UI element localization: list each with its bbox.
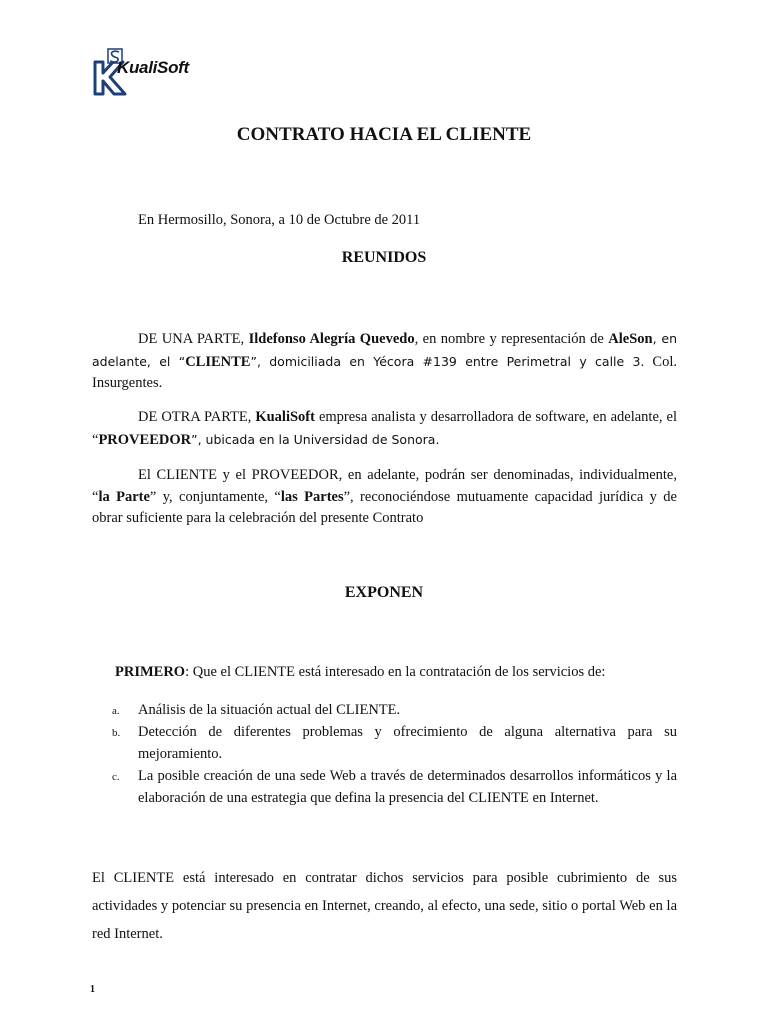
p1-company-name: AleSon [608,331,653,347]
p1-client-label: CLIENTE [185,353,251,370]
logo-text: KualiSoft [117,58,189,77]
p2-text-2: empresa analista y desarrolladora de software, en adelante, el “ [92,409,677,448]
p1-text-5: Col. Insurgentes. [92,353,677,391]
p2-provider-name: KualiSoft [255,409,315,425]
p3-text-3: ”, reconociéndose mutuamente capacidad jurídica y de obrar suficiente para la celebración del presente Contrato [92,488,677,526]
list-marker: b. [112,727,121,739]
kualisoft-logo [92,48,247,96]
p2-provider-label: PROVEEDOR [98,431,192,448]
primero-label: PRIMERO [115,664,186,680]
list-marker: c. [112,771,120,783]
paragraph-parties [92,465,677,530]
p1-text-1: DE UNA PARTE, [138,331,249,347]
p3-las-partes: las Partes [280,488,344,505]
list-marker: a. [112,705,120,717]
p2-text-3: ”, ubicada en la Universidad de Sonora. [191,431,440,447]
p3-la-parte: la Parte [98,488,150,505]
list-item-text: Análisis de la situación actual del CLIENTE. [138,702,401,718]
paragraph-first-party [92,328,677,395]
reunidos-heading: REUNIDOS [341,249,427,266]
primero-line [115,664,605,681]
p2-text-1: DE OTRA PARTE, [138,409,256,425]
p1-text-2: , en nombre y representación de [414,331,609,347]
p3-text-2: ” y, conjuntamente, “ [149,488,281,505]
p3-text-1: El CLIENTE y el PROVEEDOR, en adelante, podrán ser denominadas, individualmente, “ [92,467,677,505]
page-number: 1 [90,984,95,995]
document-title: CONTRATO HACIA EL CLIENTE [236,124,532,145]
list-item-text: La posible creación de una sede Web a través de determinados desarrollos informáticos y la elaboración de una estrategia que defina la presencia del CLIENTE en Internet. [138,768,677,806]
closing-paragraph: El CLIENTE está interesado en contratar dichos servicios para posible cubrimiento de sus actividades y potenciar su presencia en Internet, creando, al efecto, una sede, sitio o portal Web en la red Internet. [92,870,677,942]
p1-client-name: Ildefonso Alegría Quevedo [248,331,415,347]
p1-text-3: , en adelante, el “ [92,331,677,369]
date-line: En Hermosillo, Sonora, a 10 de Octubre de 2011 [138,212,421,228]
primero-text: : Que el CLIENTE está interesado en la contratación de los servicios de: [185,664,606,680]
exponen-heading: EXPONEN [344,584,424,601]
list-item-text: Detección de diferentes problemas y ofrecimiento de alguna alternativa para su mejoramiento. [138,724,677,762]
p1-text-4: ”, domiciliada en Yécora #139 entre Perimetral y calle 3. [250,353,645,369]
paragraph-second-party [92,407,677,451]
